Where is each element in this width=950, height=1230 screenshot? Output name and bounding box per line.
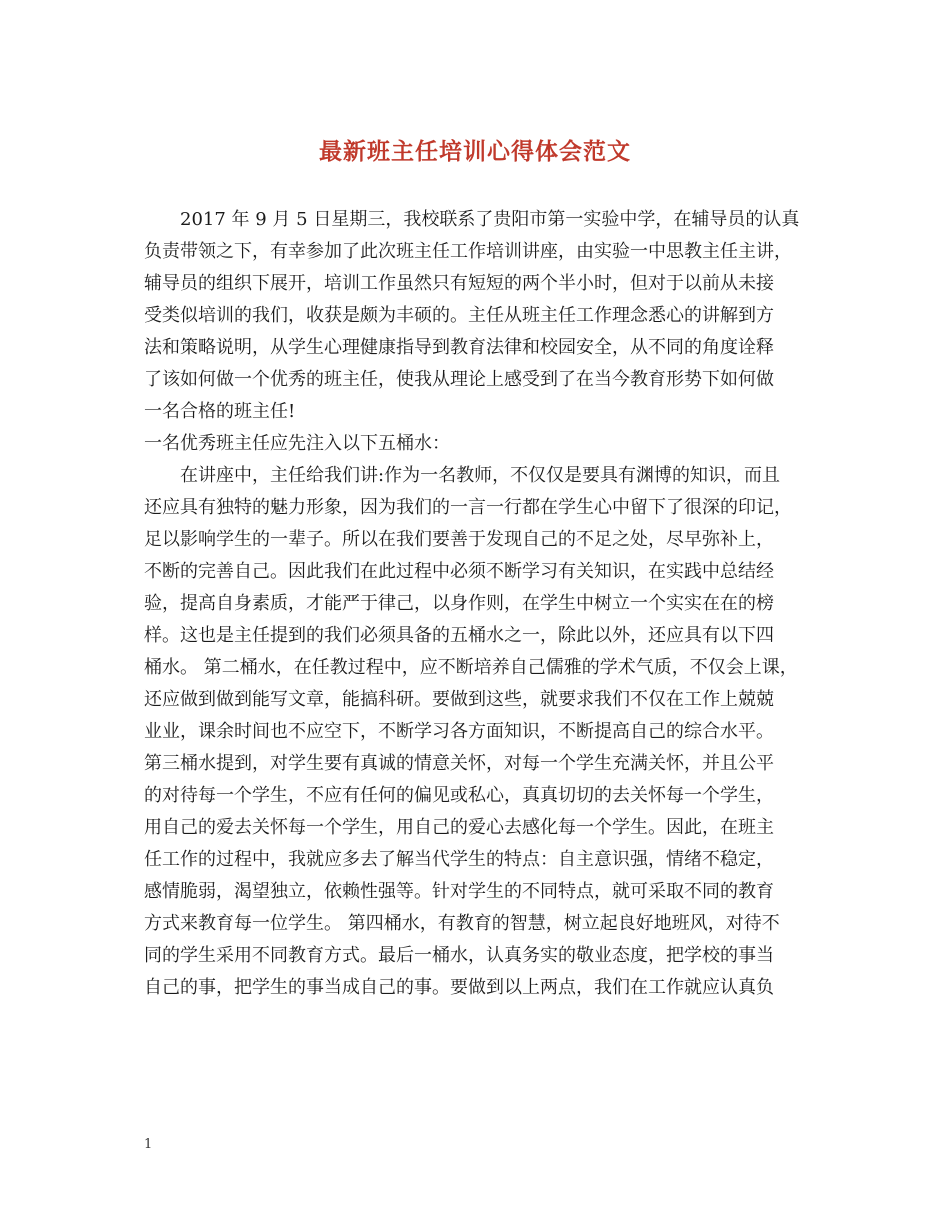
text-line: 方式来教育每一位学生。 第四桶水，有教育的智慧，树立起良好地班风，对待不: [144, 913, 780, 934]
text-line: 的对待每一个学生，不应有任何的偏见或私心，真真切切的去关怀每一个学生，: [144, 785, 774, 806]
text-line: 还应做到做到能写文章，能搞科研。要做到这些，就要求我们不仅在工作上兢兢: [144, 689, 774, 710]
document-title: 最新班主任培训心得体会范文: [319, 138, 631, 165]
text-line: 验，提高自身素质，才能严于律己，以身作则，在学生中树立一个实实在在的榜: [144, 593, 774, 614]
text-line: 受类似培训的我们，收获是颇为丰硕的。主任从班主任工作理念悉心的讲解到方: [144, 305, 774, 326]
text-line: 不断的完善自己。因此我们在此过程中必须不断学习有关知识，在实践中总结经: [144, 561, 774, 582]
text-line: 业业，课余时间也不应空下，不断学习各方面知识，不断提高自己的综合水平。: [144, 721, 774, 742]
text-line: 还应具有独特的魅力形象，因为我们的一言一行都在学生心中留下了很深的印记，: [144, 497, 792, 518]
text-line: 辅导员的组织下展开，培训工作虽然只有短短的两个半小时，但对于以前从未接: [144, 273, 774, 294]
text-line: 一名合格的班主任!: [144, 401, 296, 422]
page-number: 1: [144, 1137, 153, 1152]
text-line: 任工作的过程中，我就应多去了解当代学生的特点：自主意识强，情绪不稳定，: [144, 849, 774, 870]
text-line: 在讲座中，主任给我们讲:作为一名教师，不仅仅是要具有渊博的知识，而且: [180, 465, 781, 486]
text-line: 一名优秀班主任应先注入以下五桶水：: [144, 433, 450, 454]
text-line: 2017 年 9 月 5 日星期三，我校联系了贵阳市第一实验中学，在辅导员的认真: [180, 209, 800, 230]
text-line: 桶水。 第二桶水，在任教过程中，应不断培养自己儒雅的学术气质，不仅会上课，: [144, 657, 798, 678]
text-line: 用自己的爱去关怀每一个学生，用自己的爱心去感化每一个学生。因此，在班主: [144, 817, 774, 838]
text-line: 足以影响学生的一辈子。所以在我们要善于发现自己的不足之处，尽早弥补上，: [144, 529, 774, 550]
text-line: 法和策略说明，从学生心理健康指导到教育法律和校园安全，从不同的角度诠释: [144, 337, 774, 358]
text-line: 同的学生采用不同教育方式。最后一桶水，认真务实的敬业态度，把学校的事当: [144, 945, 774, 966]
text-line: 感情脆弱，渴望独立，依赖性强等。针对学生的不同特点，就可采取不同的教育: [144, 881, 774, 902]
text-line: 负责带领之下，有幸参加了此次班主任工作培训讲座，由实验一中思教主任主讲，: [144, 241, 792, 262]
text-line: 样。这也是主任提到的我们必须具备的五桶水之一，除此以外，还应具有以下四: [144, 625, 774, 646]
text-line: 了该如何做一个优秀的班主任，使我从理论上感受到了在当今教育形势下如何做: [144, 369, 774, 390]
text-line: 自己的事，把学生的事当成自己的事。要做到以上两点，我们在工作就应认真负: [144, 977, 774, 998]
text-line: 第三桶水提到，对学生要有真诚的情意关怀，对每一个学生充满关怀，并且公平: [144, 753, 774, 774]
